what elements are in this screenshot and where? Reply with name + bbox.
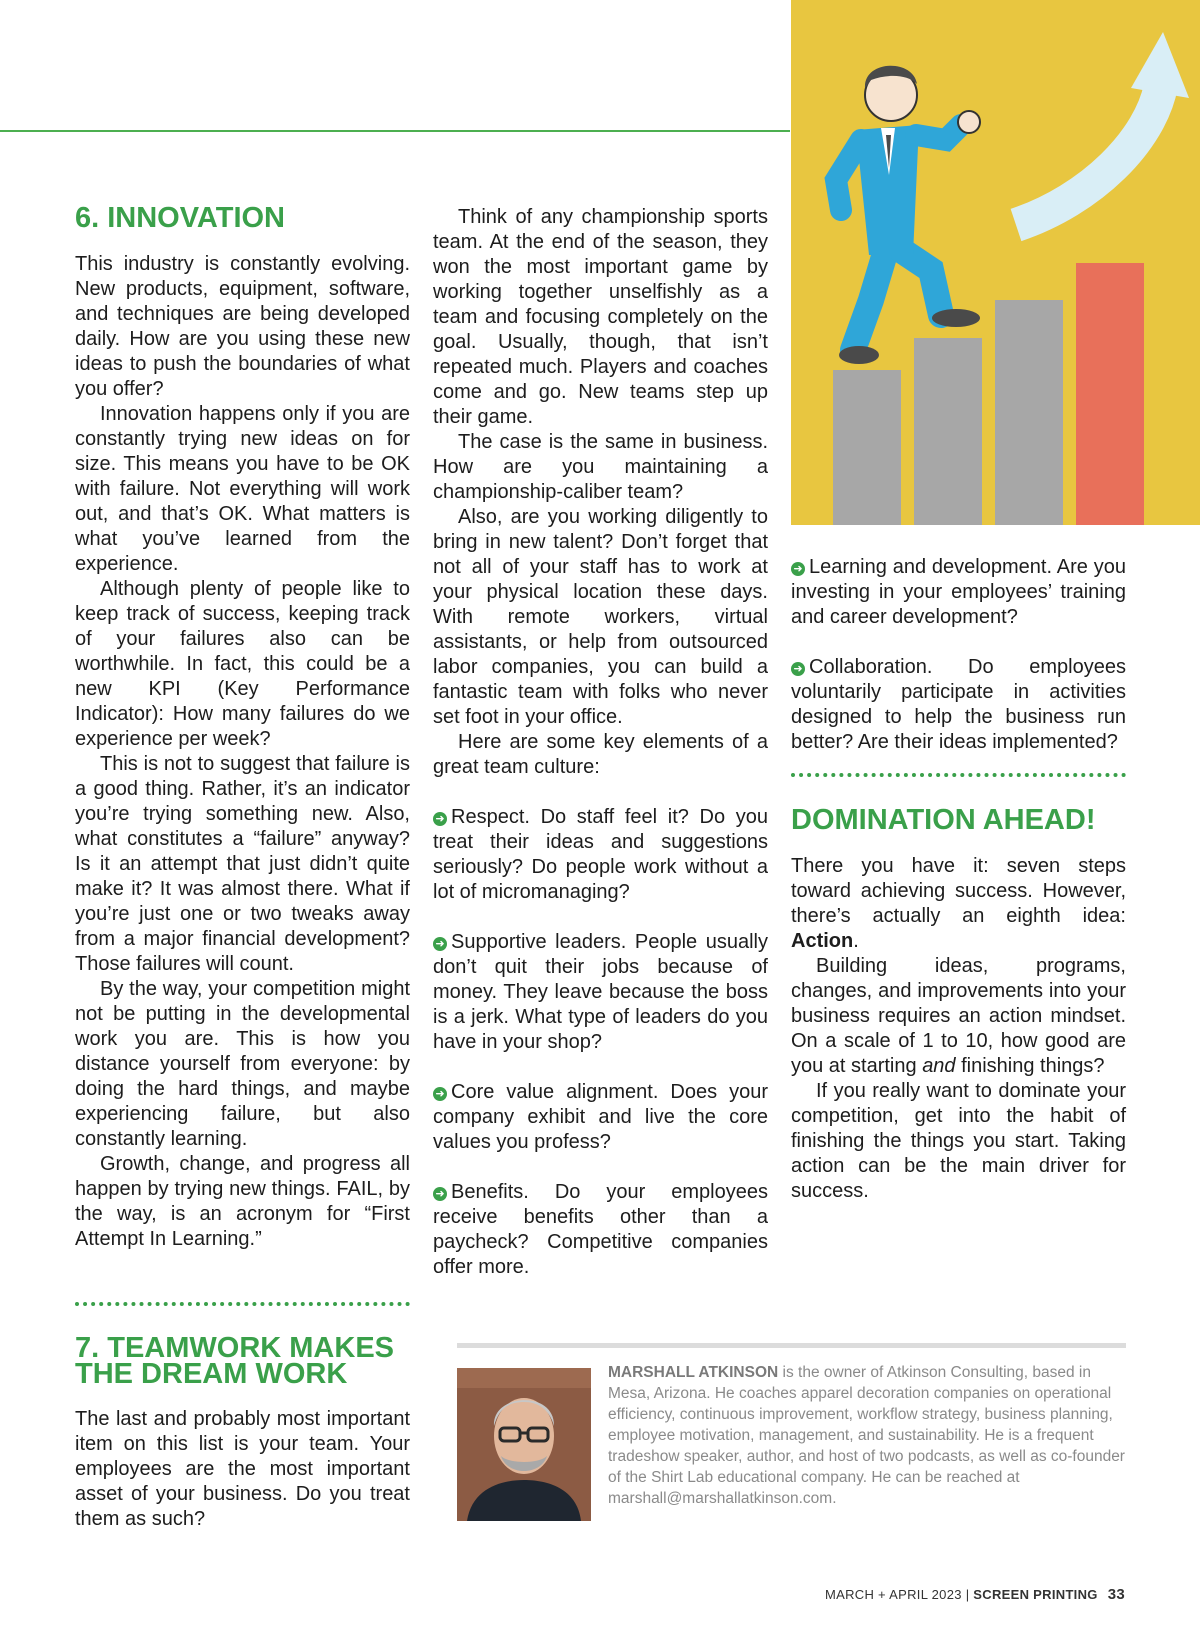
man-back-shoe [839,346,879,364]
author-bio-text: is the owner of Atkinson Consulting, based in Mesa, Arizona. He coaches apparel decoration companies on operational efficiency, continuous improvement, workflow strategy, business planning, employee motivation, management, and sustainability. He is a frequent tradeshow speaker, author, and host of two podcasts, as well as co-founder of the Shirt Lab educational company. He can be reached at marshall@marshallatkinson.com. [608,1364,1125,1507]
domination-paragraph-2: Building ideas, programs, changes, and improvements into your business requires an action mindset. On a scale of 1 to 10, how good are you at starting and finishing things? [791,955,1126,1077]
section-divider-dotted [791,773,1126,777]
author-bio [608,1362,1126,1509]
bullet-supportive-leaders [433,930,768,1055]
innovation-paragraph-6: Growth, change, and progress all happen by trying new things. FAIL, by the way, is an acronym for “First Attempt In Learning.” [75,1153,410,1250]
team-paragraph-2: The case is the same in business. How are you maintaining a championship-caliber team? [433,431,768,503]
bar-4 [1076,263,1144,525]
growth-arrow-head [1131,32,1189,98]
bullet-learning [791,555,1126,630]
column-1 [75,202,410,1252]
growth-illustration [791,0,1200,525]
bullet-respect-text: Respect. Do staff feel it? Do you treat their ideas and suggestions seriously? Do people work without a lot of micromanaging? [433,806,768,903]
innovation-paragraph-2: Innovation happens only if you are constantly trying new ideas on for size. This means you have to be OK with failure. Not everything will work out, and that’s OK. What matters is what you’ve learned from the experience. [75,403,410,575]
teamwork-heading-line-2: THE DREAM WORK [75,1358,348,1390]
team-paragraph-1: Think of any championship sports team. At the end of the season, they won the most important game by working together unselfishly as a team and focusing completely on the goal. Usually, though, that isn’t repeated much. Players and coaches come and go. New teams step up their game. [433,206,768,428]
arrow-circle-right-icon: ➜ [433,1187,447,1201]
author-portrait [457,1368,591,1521]
bullet-benefits-text: Benefits. Do your employees receive benefits other than a paycheck? Competitive companies offer more. [433,1181,768,1278]
teamwork-section [75,1332,410,1532]
issue-date: MARCH + APRIL 2023 [824,1587,962,1602]
arrow-circle-right-icon: ➜ [433,937,447,951]
column-3 [791,555,1126,1204]
teamwork-heading-line-1: 7. TEAMWORK MAKES [75,1332,394,1364]
arrow-circle-right-icon: ➜ [433,812,447,826]
top-green-rule [0,130,790,132]
team-paragraph-3: Also, are you working diligently to bring in new talent? Don’t forget that not all of your staff has to work at your physical location these days. With remote workers, virtual assistants, or help from outsourced labor companies, you can build a fantastic team with folks who never set foot in your office. [433,506,768,728]
domination-heading: DOMINATION AHEAD! [791,804,1096,836]
growth-arrow-body [1016,85,1161,225]
team-paragraph-4: Here are some key elements of a great team culture: [433,731,768,778]
column-2 [433,205,768,1280]
author-photo [457,1368,591,1521]
bar-1 [833,370,901,525]
innovation-paragraph-3: Although plenty of people like to keep track of success, keeping track of your failures also can be worthwhile. In fact, this could be a new KPI (Key Performance Indicator): How many failures do we experience per week? [75,578,410,750]
domination-paragraph-1: There you have it: seven steps toward achieving success. However, there’s actually an eighth idea: Action. [791,855,1126,952]
businessman-climbing-bars-illustration [791,0,1200,525]
bullet-supportive-leaders-text: Supportive leaders. People usually don’t quit their jobs because of money. They leave because the boss is a jerk. What type of leaders do you have in your shop? [433,931,768,1053]
innovation-paragraph-1: This industry is constantly evolving. New products, equipment, software, and techniques are being developed daily. How are you using these new ideas to push the boundaries of what you offer? [75,253,410,400]
bullet-learning-text: Learning and development. Are you investing in your employees’ training and career development? [791,556,1126,628]
teamwork-heading [75,1332,410,1390]
innovation-paragraph-5: By the way, your competition might not be putting in the developmental work you are. This is how you distance yourself from everyone: by doing the hard things, and maybe experiencing failure, but also constantly learning. [75,978,410,1150]
publication-name: SCREEN PRINTING [973,1587,1098,1602]
arrow-circle-right-icon: ➜ [433,1087,447,1101]
page-footer: MARCH + APRIL 2023 | SCREEN PRINTING 33 [824,1586,1125,1603]
innovation-paragraph-4: This is not to suggest that failure is a good thing. Rather, it’s an indicator you’re trying something new. Also, what constitutes a “failure” anyway? Is it an attempt that just didn’t quite make it? It was almost there. What if you’re just one or two tweaks away from a major financial development? Those failures will count. [75,753,410,975]
page-number: 33 [1107,1586,1125,1603]
man-front-shoe [932,309,980,327]
section-divider-dotted [75,1302,410,1306]
bullet-core-values [433,1080,768,1155]
bar-2 [914,338,982,525]
bullet-benefits [433,1180,768,1280]
innovation-heading: 6. INNOVATION [75,202,285,234]
author-name: MARSHALL ATKINSON [608,1364,779,1381]
bullet-core-values-text: Core value alignment. Does your company exhibit and live the core values you profess? [433,1081,768,1153]
bullet-collaboration-text: Collaboration. Do employees voluntarily participate in activities designed to help the business run better? Are their ideas implemented? [791,656,1126,753]
bio-divider [457,1343,1126,1348]
man-fist [958,111,980,133]
man-left-arm [836,140,861,210]
arrow-circle-right-icon: ➜ [791,562,805,576]
bar-3 [995,300,1063,525]
man-right-arm [916,125,961,140]
bullet-collaboration [791,655,1126,755]
bullet-respect [433,805,768,905]
man-front-leg [901,250,941,315]
action-emphasis: Action [791,930,854,952]
arrow-circle-right-icon: ➜ [791,662,805,676]
domination-paragraph-3: If you really want to dominate your competition, get into the habit of finishing the things you start. Taking action can be the main driver for success. [791,1080,1126,1202]
man-back-leg [853,250,886,350]
teamwork-paragraph-1: The last and probably most important item on this list is your team. Your employees are the most important asset of your business. Do you treat them as such? [75,1408,410,1530]
